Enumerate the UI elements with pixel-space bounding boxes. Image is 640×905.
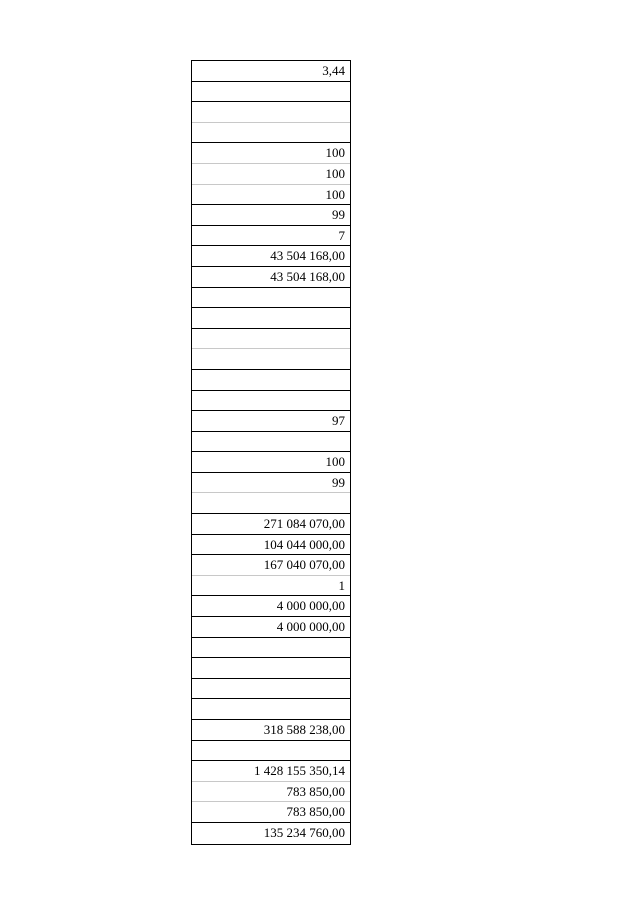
- table-cell: [192, 349, 350, 370]
- table-cell: 100: [192, 452, 350, 473]
- table-cell: 3,44: [192, 61, 350, 82]
- table-cell: 1 428 155 350,14: [192, 761, 350, 782]
- value-column-table: [191, 60, 351, 845]
- table-cell: [192, 370, 350, 391]
- table-cell: [192, 102, 350, 123]
- table-cell: 1: [192, 576, 350, 597]
- table-cell: 100: [192, 164, 350, 185]
- table-cell: 318 588 238,00: [192, 720, 350, 741]
- table-cell: [192, 82, 350, 103]
- table-cell: 97: [192, 411, 350, 432]
- table-cell: 783 850,00: [192, 782, 350, 803]
- table-cell: [192, 741, 350, 762]
- table-cell: [192, 288, 350, 309]
- table-cell: 100: [192, 185, 350, 206]
- table-cell: 43 504 168,00: [192, 246, 350, 267]
- table-cell: [192, 329, 350, 350]
- table-cell: [192, 308, 350, 329]
- table-cell: 167 040 070,00: [192, 555, 350, 576]
- table-cell: 4 000 000,00: [192, 596, 350, 617]
- table-cell: 4 000 000,00: [192, 617, 350, 638]
- table-cell: [192, 679, 350, 700]
- table-cell: [192, 432, 350, 453]
- table-cell: 271 084 070,00: [192, 514, 350, 535]
- table-cell: [192, 391, 350, 412]
- table-cell: 99: [192, 205, 350, 226]
- table-cell: 104 044 000,00: [192, 535, 350, 556]
- table-cell: [192, 658, 350, 679]
- table-cell: [192, 493, 350, 514]
- table-cell: 43 504 168,00: [192, 267, 350, 288]
- table-cell: 7: [192, 226, 350, 247]
- table-cell: [192, 638, 350, 659]
- table-cell: [192, 123, 350, 144]
- table-cell: [192, 699, 350, 720]
- table-cell: 100: [192, 143, 350, 164]
- table-cell: 135 234 760,00: [263, 824, 345, 840]
- table-cell: 783 850,00: [192, 802, 350, 823]
- table-cell: 99: [192, 473, 350, 494]
